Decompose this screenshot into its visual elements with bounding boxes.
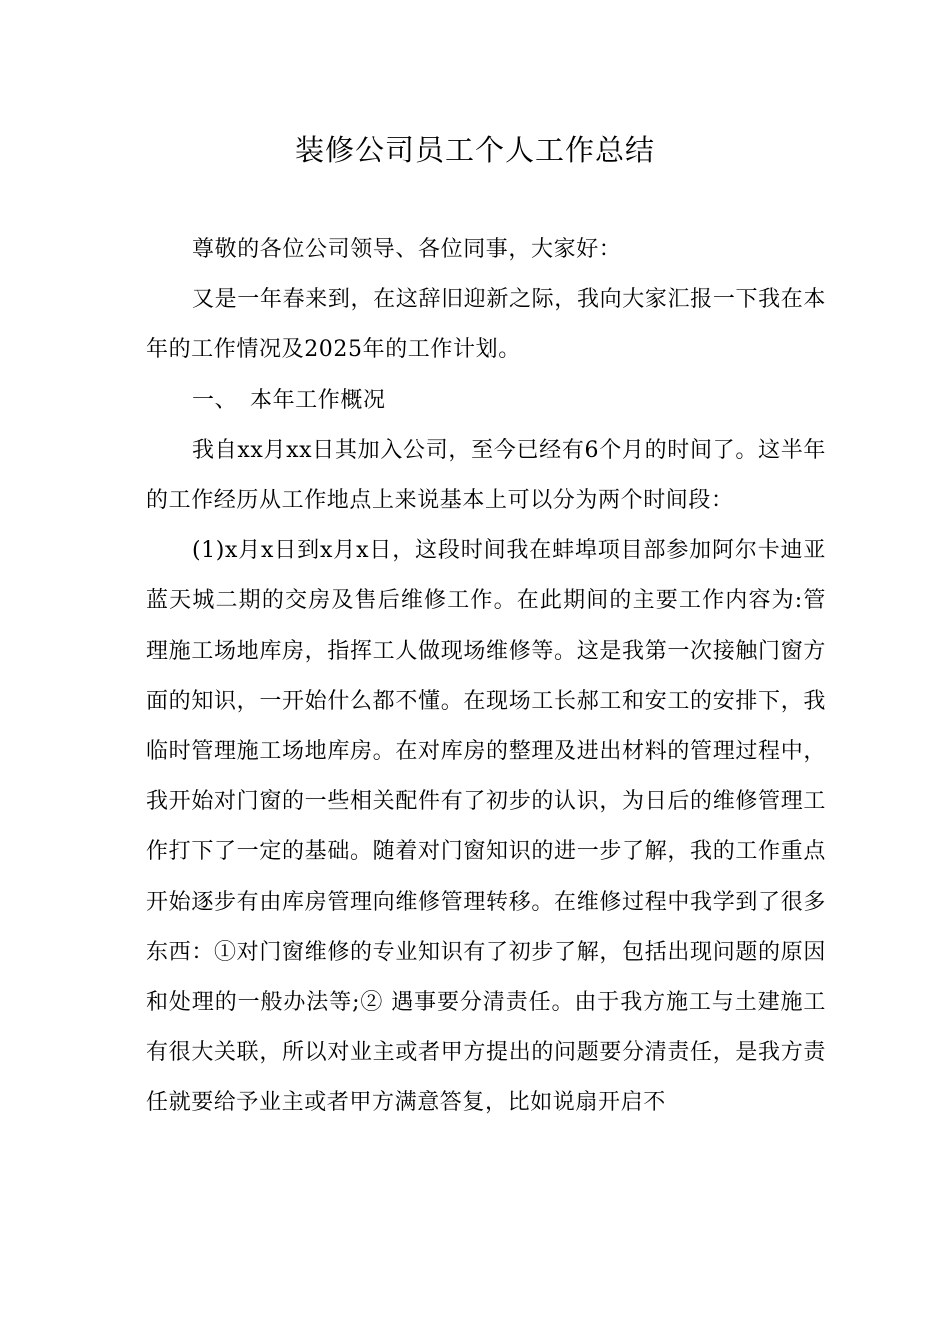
document-body <box>146 225 826 1129</box>
intro-paragraph: 又是一年春来到，在这辞旧迎新之际，我向大家汇报一下我在本年的工作情况及2025年的工作计划。 <box>146 287 826 363</box>
paragraph-work-period: 我自xx月xx日其加入公司，至今已经有6个月的时间了。这半年的工作经历从工作地点上来说基本上可以分为两个时间段： <box>146 437 826 514</box>
salutation: 尊敬的各位公司领导、各位同事，大家好： <box>192 237 622 262</box>
section-heading-1 <box>146 376 826 426</box>
section-heading-text: 本年工作概况 <box>250 387 386 413</box>
document-title: 装修公司员工个人工作总结 <box>294 133 655 167</box>
section-number: 一、 <box>192 387 238 413</box>
paragraph-bengbu-project: (1)x月x日到x月x日，这段时间我在蚌埠项目部参加阿尔卡迪亚蓝天城二期的交房及售后维修工作。在此期间的主要工作内容为:管理施工场地库房，指挥工人做现场维修等。这是我第一次接触门窗方面的知识，一开始什么都不懂。在现场工长郝工和安工的安排下，我临时管理施工场地库房。在对库房的整理及进出材料的管理过程中，我开始对门窗的一些相关配件有了初步的认识，为日后的维修管理工作打下了一定的基础。随着对门窗知识的进一步了解，我的工作重点开始逐步有由库房管理向维修管理转移。在维修过程中我学到了很多东西：①对门窗维修的专业知识有了初步了解，包括出现问题的原因和处理的一般办法等;② 遇事要分清责任。由于我方施工与土建施工有很大关联，所以对业主或者甲方提出的问题要分清责任，是我方责任就要给予业主或者甲方满意答复，比如说扇开启不 <box>146 538 826 1116</box>
